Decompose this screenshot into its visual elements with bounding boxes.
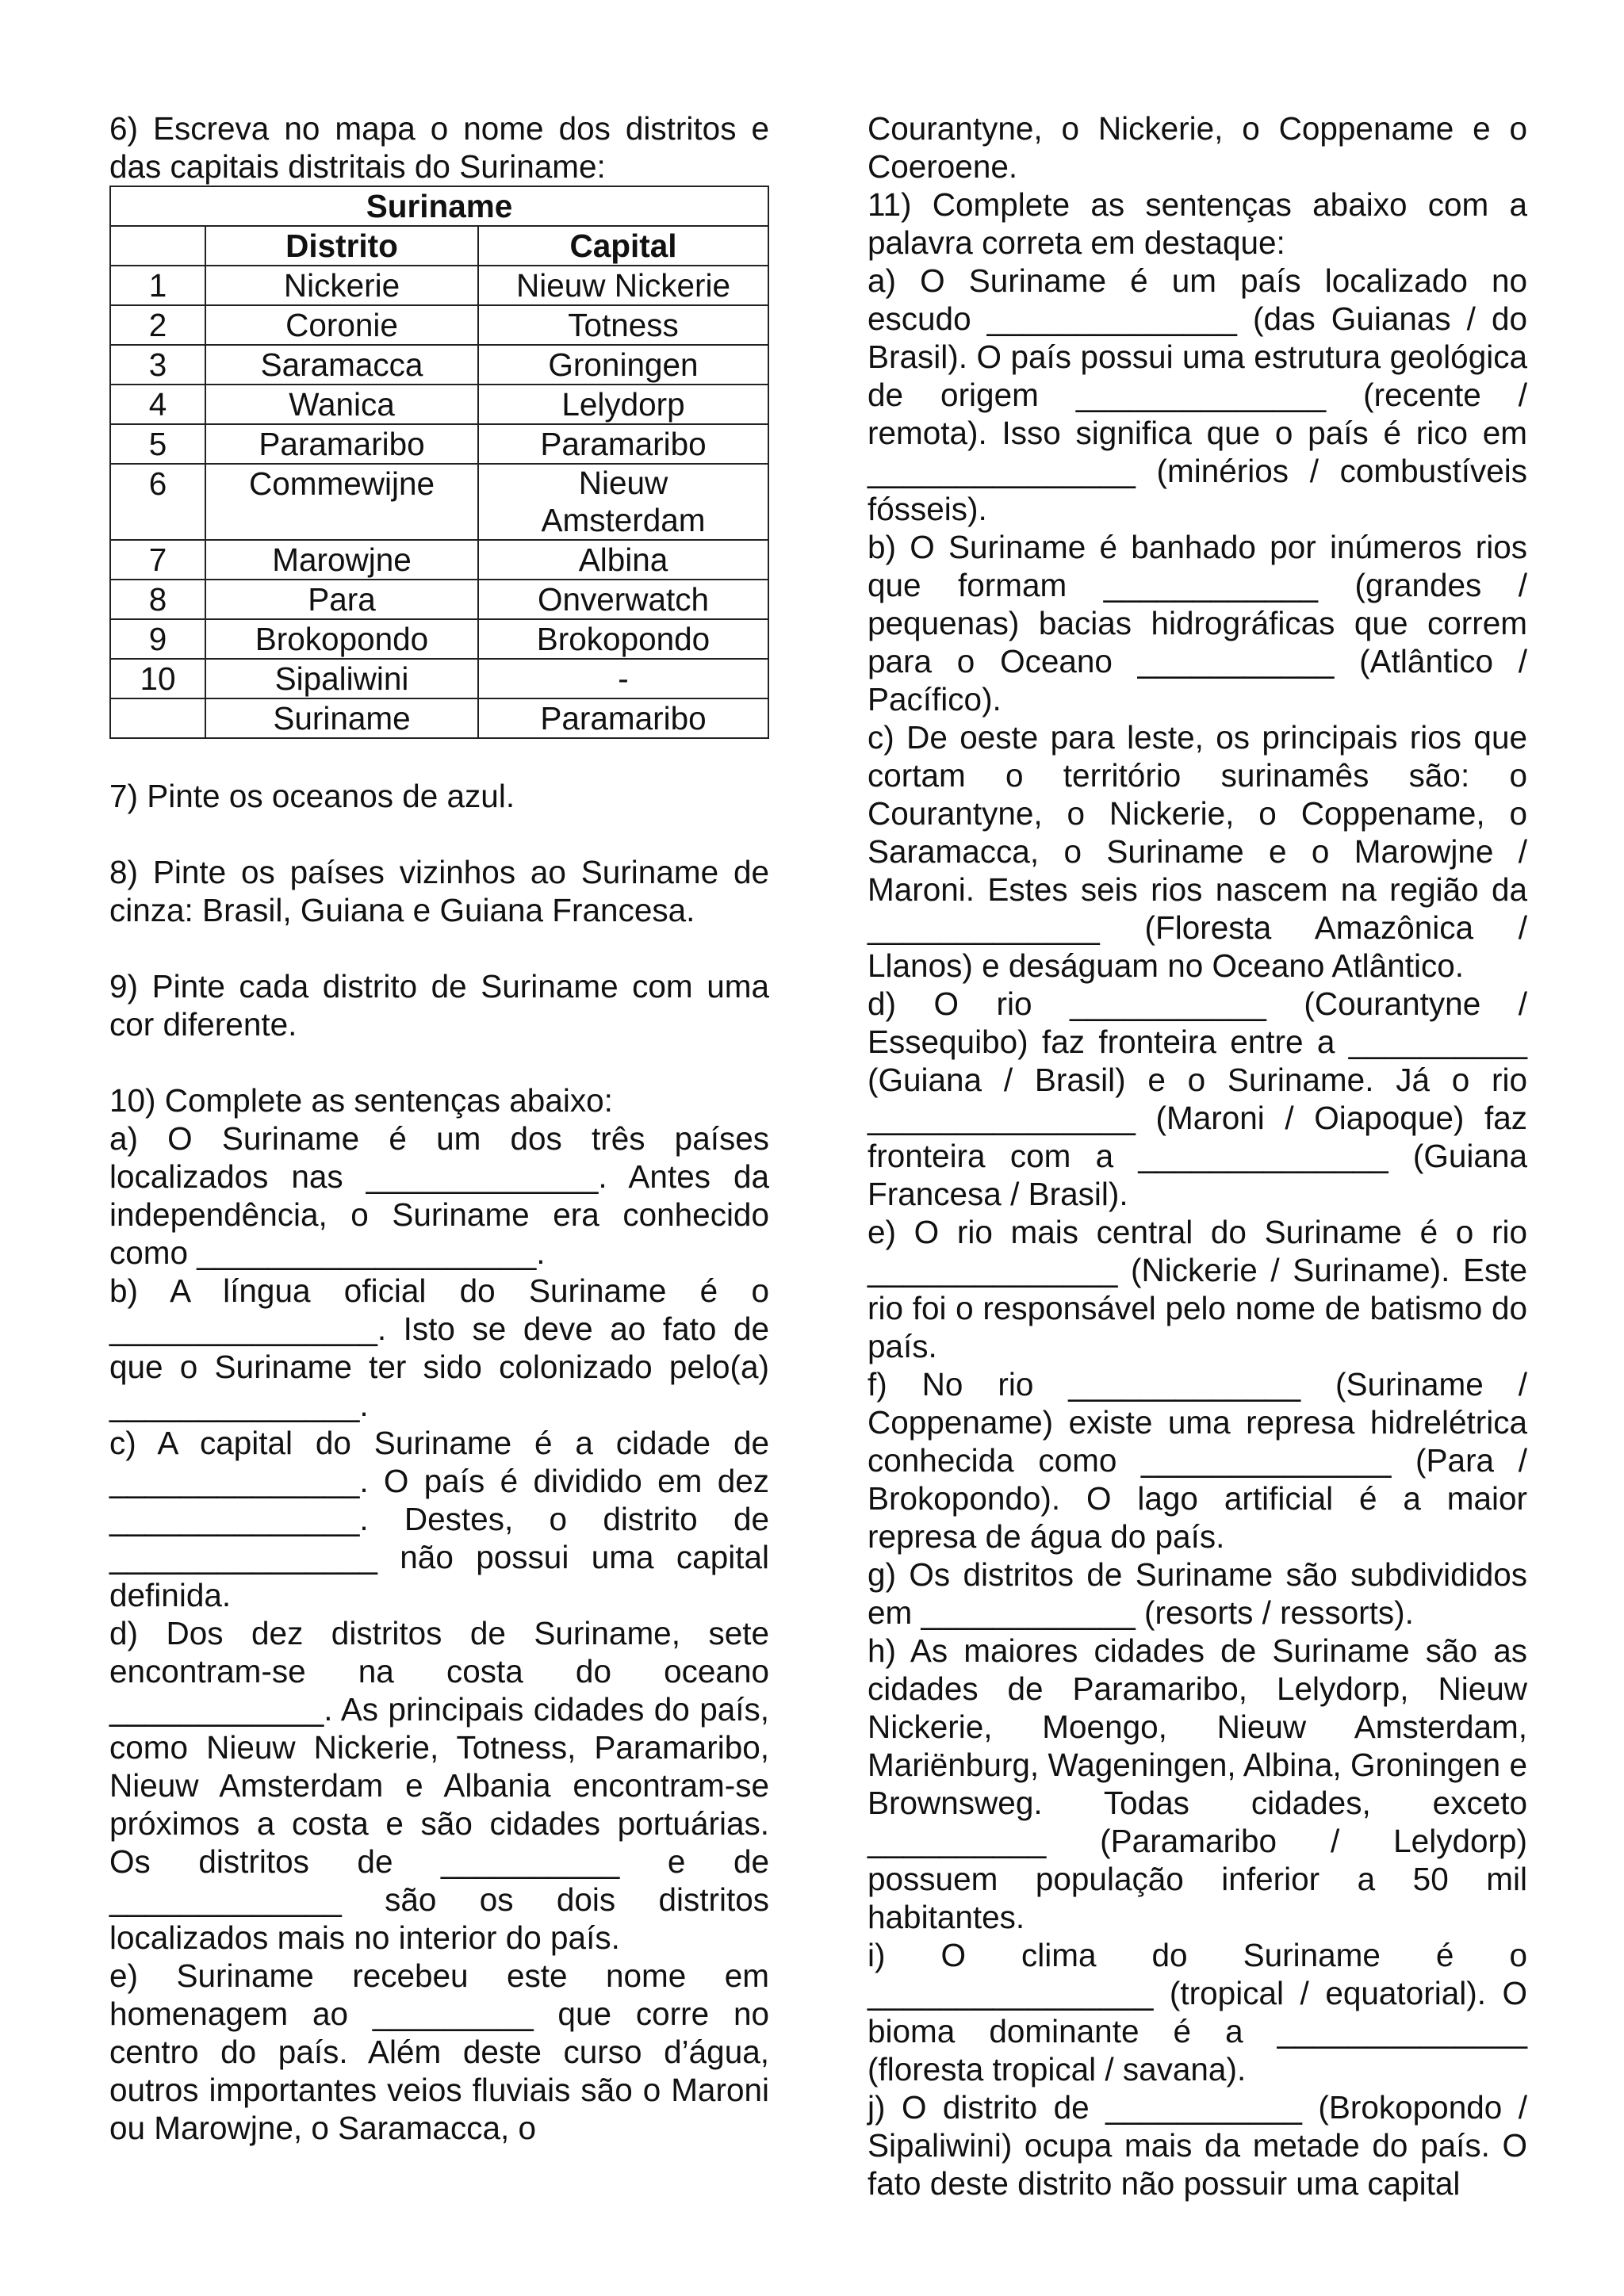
- right-column: [868, 109, 1527, 2202]
- table-row: [110, 385, 768, 424]
- q11-c: c) De oeste para leste, os principais rios que cortam o território surinamês são: o Courantyne, o Nickerie, o Coppename, o Saramacca, o Suriname e o Marowjne / Maroni. Estes seis rios nascem na região da _____________ (Floresta Amazônica / Llanos) e deságuam no Oceano Atlântico.: [868, 719, 1527, 984]
- cell-district: Brokopondo: [205, 619, 478, 659]
- cell-capital: Groningen: [478, 345, 768, 385]
- table-row: [110, 619, 768, 659]
- cell-district: Para: [205, 580, 478, 619]
- cell-number: 6: [110, 464, 205, 540]
- table-row: [110, 424, 768, 464]
- cell-district: Saramacca: [205, 345, 478, 385]
- cell-capital: Albina: [478, 540, 768, 580]
- q6-intro: 6) Escreva no mapa o nome dos distritos e das capitais distritais do Suriname:: [109, 110, 769, 185]
- cell-capital: Brokopondo: [478, 619, 768, 659]
- q10-c: c) A capital do Suriname é a cidade de ______________. O país é dividido em dez ______________. Destes, o distrito de _______________ não possui uma capital definida.: [109, 1425, 769, 1613]
- table-row: [110, 266, 768, 305]
- table-row: [110, 345, 768, 385]
- cell-number: 8: [110, 580, 205, 619]
- q11-b: b) O Suriname é banhado por inúmeros rios que formam ____________ (grandes / pequenas) bacias hidrográficas que correm para o Oceano ___________ (Atlântico / Pacífico).: [868, 529, 1527, 718]
- cell-number: 9: [110, 619, 205, 659]
- cell-number: 1: [110, 266, 205, 305]
- cell-district: Paramaribo: [205, 424, 478, 464]
- cell-number: [110, 698, 205, 738]
- q7: 7) Pinte os oceanos de azul.: [109, 778, 515, 814]
- q10-e: e) Suriname recebeu este nome em homenagem ao _________ que corre no centro do país. Além deste curso d’água, outros importantes veios fluviais são o Maroni ou Marowjne, o Saramacca, o: [109, 1957, 769, 2146]
- cell-district: Marowjne: [205, 540, 478, 580]
- q11-h: h) As maiores cidades de Suriname são as cidades de Paramaribo, Lelydorp, Nieuw Nickerie, Moengo, Nieuw Amsterdam, Mariënburg, Wageningen, Albina, Groningen e Brownsweg. Todas cidades, exceto __________ (Paramaribo / Lelydorp) possuem população inferior a 50 mil habitantes.: [868, 1632, 1527, 1935]
- table-row: [110, 305, 768, 345]
- header-cell-capital: Capital: [478, 226, 768, 266]
- q11-title: 11) Complete as sentenças abaixo com a palavra correta em destaque:: [868, 186, 1527, 261]
- q10-e-continued: Courantyne, o Nickerie, o Coppename e o Coeroene.: [868, 110, 1527, 185]
- spacer: [109, 1043, 769, 1081]
- cell-capital: Paramaribo: [478, 424, 768, 464]
- cell-number: 7: [110, 540, 205, 580]
- cell-district: Suriname: [205, 698, 478, 738]
- cell-district: Nickerie: [205, 266, 478, 305]
- cell-number: 3: [110, 345, 205, 385]
- q11-a: a) O Suriname é um país localizado no escudo ______________ (das Guianas / do Brasil). O país possui uma estrutura geológica de origem ______________ (recente / remota). Isso significa que o país é rico em _______________ (minérios / combustíveis fósseis).: [868, 262, 1527, 527]
- cell-capital: -: [478, 659, 768, 698]
- table-row: [110, 580, 768, 619]
- q10-b: b) A língua oficial do Suriname é o _______________. Isto se deve ao fato de que o Suriname ter sido colonizado pelo(a) ______________.: [109, 1272, 769, 1423]
- table-header-row: [110, 226, 768, 266]
- table-row: [110, 698, 768, 738]
- cell-number: 2: [110, 305, 205, 345]
- cell-district: Wanica: [205, 385, 478, 424]
- cell-number: 4: [110, 385, 205, 424]
- cell-district: Commewijne: [205, 464, 478, 540]
- q8: 8) Pinte os países vizinhos ao Suriname de cinza: Brasil, Guiana e Guiana Francesa.: [109, 854, 769, 928]
- q10-title: 10) Complete as sentenças abaixo:: [109, 1082, 613, 1119]
- cell-capital: Nieuw Nickerie: [478, 266, 768, 305]
- q11-f: f) No rio _____________ (Suriname / Coppename) existe uma represa hidrelétrica conhecida como ______________ (Para / Brokopondo). O lago artificial é a maior represa de água do país.: [868, 1366, 1527, 1555]
- q10-d: d) Dos dez distritos de Suriname, sete encontram-se na costa do oceano ____________. As principais cidades do país, como Nieuw Nickerie, Totness, Paramaribo, Nieuw Amsterdam e Albania encontram-se próximos a costa e são cidades portuárias. Os distritos de __________ e de _____________ são os dois distritos localizados mais no interior do país.: [109, 1615, 769, 1956]
- spacer: [109, 815, 769, 853]
- table-row: [110, 659, 768, 698]
- q10-a: a) O Suriname é um dos três países localizados nas _____________. Antes da independência, o Suriname era conhecido como ___________________.: [109, 1120, 769, 1271]
- q11-e: e) O rio mais central do Suriname é o rio ______________ (Nickerie / Suriname). Este rio foi o responsável pelo nome de batismo do país.: [868, 1214, 1527, 1364]
- cell-district: Sipaliwini: [205, 659, 478, 698]
- spacer: [109, 739, 769, 777]
- q11-j: j) O distrito de ___________ (Brokopondo / Sipaliwini) ocupa mais da metade do país. O fato deste distrito não possuir uma capital: [868, 2089, 1527, 2202]
- cell-capital: Paramaribo: [478, 698, 768, 738]
- spacer: [109, 929, 769, 967]
- q9: 9) Pinte cada distrito de Suriname com uma cor diferente.: [109, 968, 769, 1043]
- cell-district: Coronie: [205, 305, 478, 345]
- header-cell-number: [110, 226, 205, 266]
- cell-number: 5: [110, 424, 205, 464]
- table-title: Suriname: [110, 186, 768, 226]
- cell-capital: Totness: [478, 305, 768, 345]
- cell-number: 10: [110, 659, 205, 698]
- districts-table: [109, 186, 769, 739]
- table-row: [110, 540, 768, 580]
- q11-i: i) O clima do Suriname é o ________________ (tropical / equatorial). O bioma dominante é a ______________ (floresta tropical / savana).: [868, 1937, 1527, 2087]
- cell-capital: Nieuw Amsterdam: [478, 464, 768, 540]
- left-column: [109, 109, 769, 2147]
- q11-g: g) Os distritos de Suriname são subdivididos em ____________ (resorts / ressorts).: [868, 1556, 1527, 1631]
- q11-d: d) O rio ___________ (Courantyne / Essequibo) faz fronteira entre a __________ (Guiana / Brasil) e o Suriname. Já o rio _______________ (Maroni / Oiapoque) faz fronteira com a ______________ (Guiana Francesa / Brasil).: [868, 985, 1527, 1212]
- header-cell-district: Distrito: [205, 226, 478, 266]
- table-row: [110, 464, 768, 540]
- cell-capital: Lelydorp: [478, 385, 768, 424]
- cell-capital: Onverwatch: [478, 580, 768, 619]
- table-title-row: [110, 186, 768, 226]
